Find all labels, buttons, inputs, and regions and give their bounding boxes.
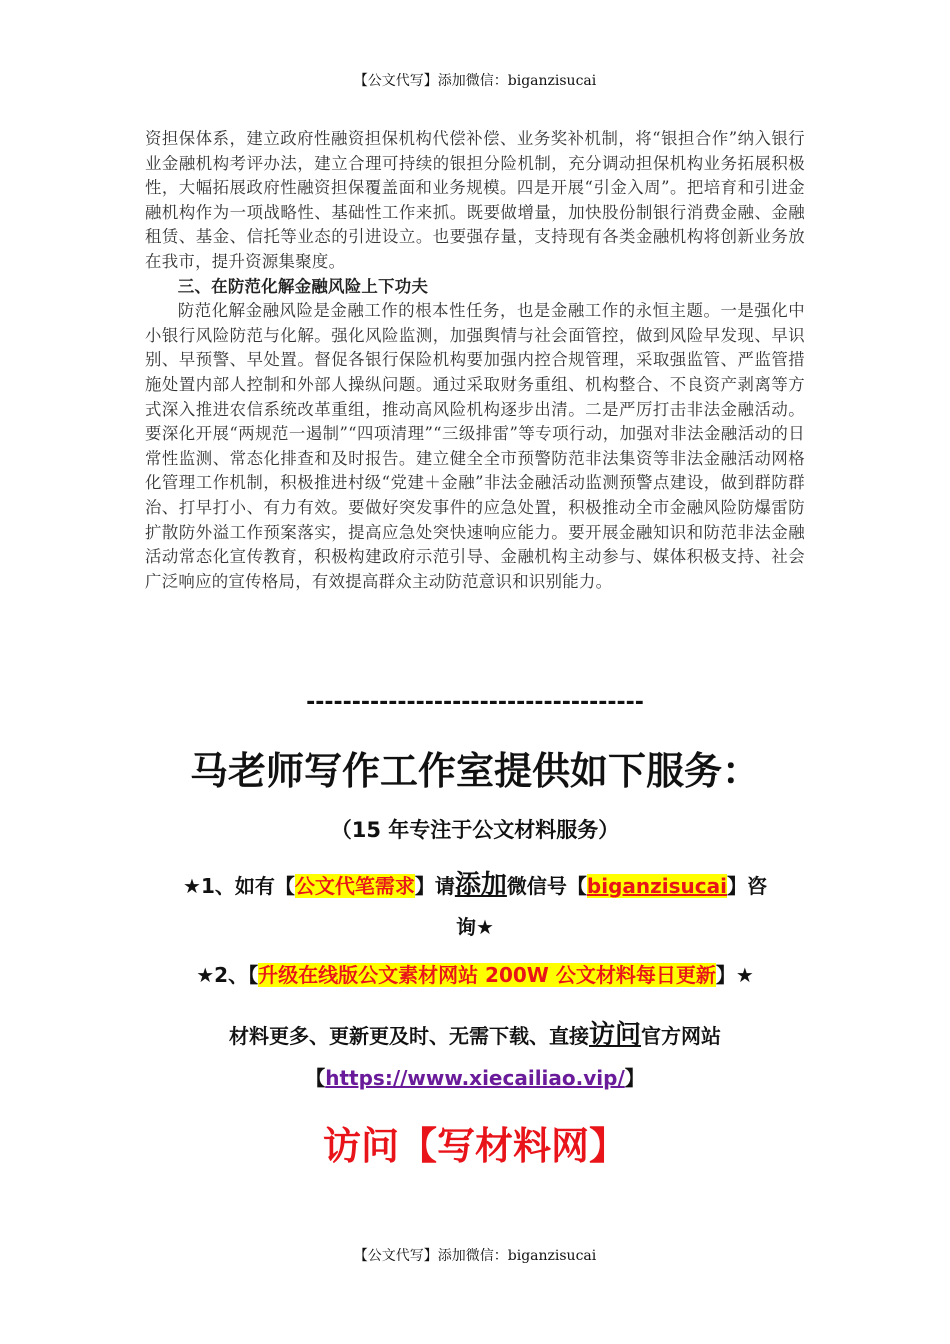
emphasis: 访问 [588,1020,641,1050]
ad-service-1 [0,864,950,901]
ad-title: 马老师写作工作室提供如下服务： [189,749,760,793]
paragraph: 资担保体系，建立政府性融资担保机构代偿补偿、业务奖补机制，将“银担合作”纳入银行业金融机构考评办法，建立合理可持续的银担分险机制，充分调动担保机构业务拓展积极性，大幅拓展政府性融资担保覆盖面和业务规模。四是开展“引金入周”。把培育和引进金融机构作为一项战略性、基础性工作来抓。既要做增量，加快股份制银行消费金融、金融租赁、基金、信托等业态的引进设立。也要强存量，支持现有各类金融机构将创新业务放在我市，提升资源集聚度。 [145,129,805,271]
website-link[interactable]: https://www.xiecailiao.vip/ [325,1066,625,1090]
text: 】★ [715,963,754,987]
text: 】请 [414,874,455,898]
text: 】咨 [726,874,767,898]
ad-service-2-desc [0,1014,950,1051]
text: 微信号【 [506,874,587,898]
highlight: 公文代笔需求 [294,874,415,898]
text: ★1、如有【 [183,874,295,898]
page-header: 【公文代写】添加微信：biganzisucai [353,73,597,89]
visit-site-banner: 访问【写材料网】 [322,1124,627,1168]
highlight: 升级在线版公文素材网站 200W 公文材料每日更新 [258,963,716,987]
divider-line: ------------------------------------- [306,690,644,715]
text: 【 [305,1066,326,1090]
ad-subtitle: （15 年专注于公文材料服务） [330,818,620,842]
wechat-id: biganzisucai [586,874,727,898]
text: ★2、【 [196,963,259,987]
page-footer: 【公文代写】添加微信：biganzisucai [353,1248,597,1264]
text: 材料更多、更新更及时、无需下载、直接 [228,1024,589,1048]
emphasis: 添加 [454,870,507,900]
ad-service-1-cont: 询★ [456,915,494,939]
section-heading: 三、在防范化解金融风险上下功夫 [177,276,429,296]
ad-service-2 [0,959,950,988]
document-body [145,127,805,594]
paragraph: 防范化解金融风险是金融工作的根本性任务，也是金融工作的永恒主题。一是强化中小银行风险防范与化解。强化风险监测，加强舆情与社会面管控，做到风险早发现、早识别、早预警、早处置。督促各银行保险机构要加强内控合规管理，采取强监管、严监管措施处置内部人控制和外部人操纵问题。通过采取财务重组、机构整合、不良资产剥离等方式深入推进农信系统改革重组，推动高风险机构逐步出清。二是严厉打击非法金融活动。要深化开展“两规范一遏制”“四项清理”“三级排雷”等专项行动，加强对非法金融活动的日常性监测、常态化排查和及时报告。建立健全全市预警防范非法集资等非法金融活动网格化管理工作机制，积极推进村级“党建＋金融”非法金融活动监测预警点建设，做到群防群治、打早打小、有力有效。要做好突发事件的应急处置，积极推动全市金融风险防爆雷防扩散防外溢工作预案落实，提高应急处突快速响应能力。要开展金融知识和防范非法金融活动常态化宣传教育，积极构建政府示范引导、金融机构主动参与、媒体积极支持、社会广泛响应的宣传格局，有效提高群众主动防范意识和识别能力。 [145,301,805,591]
ad-url-line [0,1062,950,1091]
text: 】 [624,1066,645,1090]
text: 官方网站 [641,1024,721,1048]
